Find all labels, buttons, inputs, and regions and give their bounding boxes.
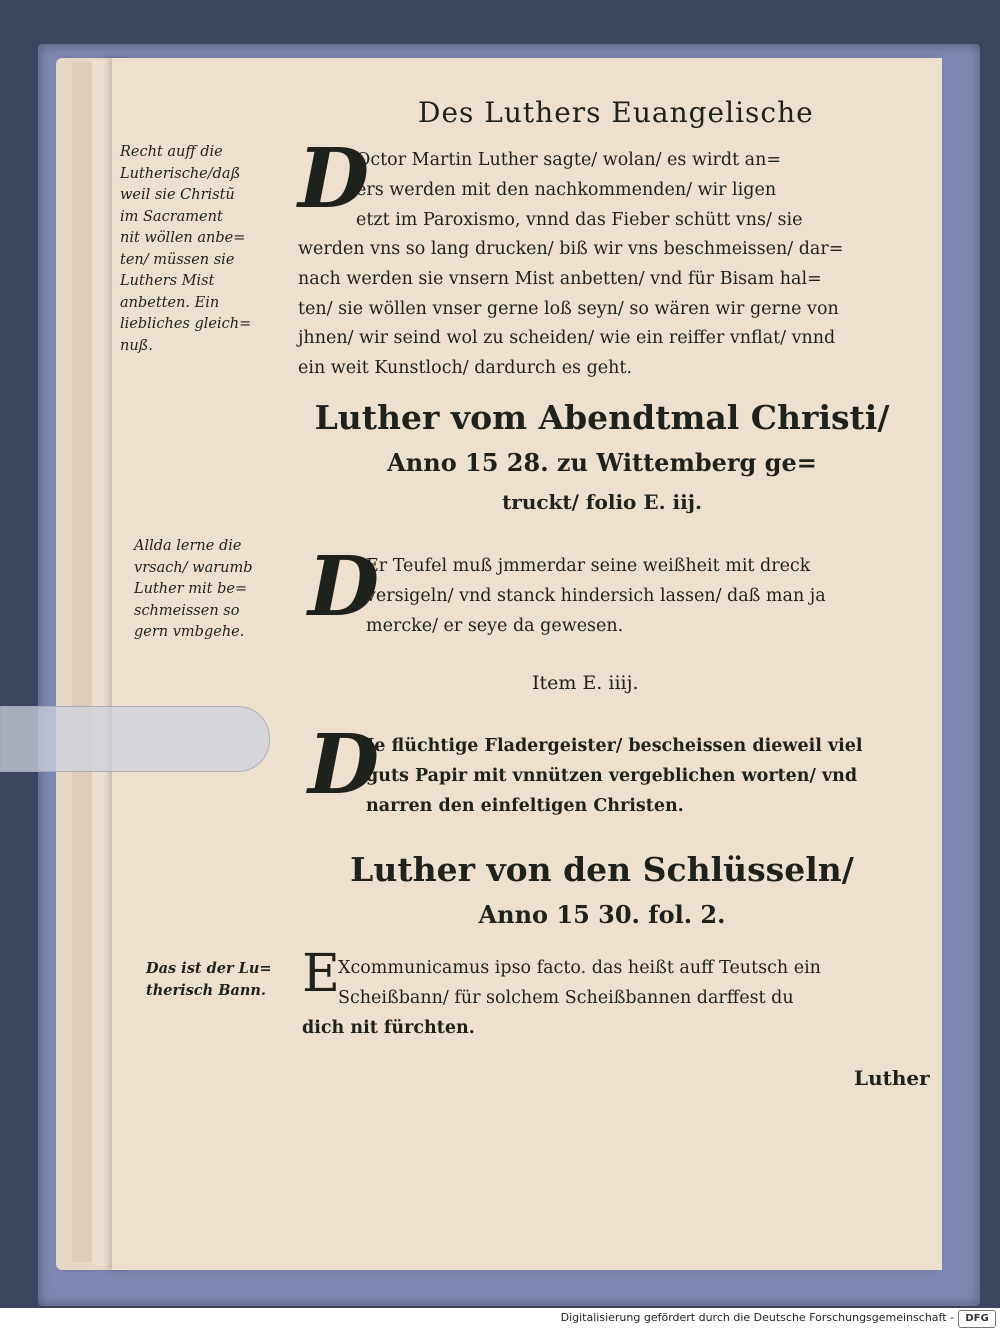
- text-line: nach werden sie vnsern Mist anbetten/ vnd für Bisam hal=: [298, 268, 822, 289]
- paragraph-continued: [298, 235, 938, 384]
- note-line: ten/ müssen sie: [120, 251, 235, 268]
- text-line: werden vns so lang drucken/ biß wir vns beschmeissen/ dar=: [298, 239, 844, 259]
- note-line: Allda lerne die: [134, 538, 242, 554]
- text-line: guts Papir mit vnnützen vergeblichen worten/ vnd: [366, 765, 858, 786]
- paragraph: [366, 732, 946, 821]
- note-line: gern vmbgehe.: [134, 624, 245, 640]
- running-title: Des Luthers Euangelische: [418, 96, 814, 129]
- heading-subline: Anno 15 28. zu Wittemberg ge=: [387, 448, 817, 477]
- drop-cap: D: [308, 539, 380, 635]
- text-line: versigeln/ vnd stanck hindersich lassen/ daß man ja: [366, 585, 826, 606]
- book-page: [112, 58, 942, 1270]
- page-marker-tab: [0, 706, 270, 772]
- text-line: narren den einfeltigen Christen.: [366, 795, 684, 816]
- text-line: jhnen/ wir seind wol zu scheiden/ wie ein reiffer vnflat/ vnnd: [298, 328, 836, 349]
- paragraph-continued: [302, 1014, 942, 1044]
- text-line: Scheißbann/ für solchem Scheißbannen darffest du: [338, 987, 794, 1008]
- text-line: ein weit Kunstloch/ dardurch es geht.: [298, 358, 633, 379]
- note-line: therisch Bann.: [146, 981, 266, 999]
- footer-credit: Digitalisierung gefördert durch die Deutsche Forschungsgemeinschaft -: [560, 1311, 954, 1324]
- heading-subline: truckt/ folio E. iij.: [502, 490, 702, 514]
- text-line: etzt im Paroxismo, vnnd das Fieber schütt vns/ sie: [356, 209, 803, 230]
- marginal-note: [120, 142, 270, 357]
- catchword: Luther: [854, 1066, 930, 1090]
- note-line: liebliches gleich=: [120, 316, 252, 332]
- drop-cap: D: [298, 131, 370, 227]
- note-line: anbetten. Ein: [120, 294, 220, 311]
- paragraph: [366, 552, 946, 641]
- note-line: im Sacrament: [120, 208, 223, 225]
- initial-letter: E: [302, 944, 340, 1004]
- note-line: nit wöllen anbe=: [120, 230, 246, 246]
- drop-cap: D: [308, 717, 380, 813]
- note-line: schmeissen so: [134, 602, 240, 619]
- text-line: dich nit fürchten.: [302, 1018, 475, 1038]
- heading-subline: Anno 15 30. fol. 2.: [478, 900, 726, 929]
- note-line: Luther mit be=: [134, 581, 248, 597]
- paragraph: [338, 954, 938, 1014]
- note-line: Das ist der Lu=: [146, 960, 272, 977]
- footer-bar: [0, 1308, 1000, 1329]
- text-line: ten/ sie wöllen vnser gerne loß seyn/ so wären wir gerne von: [298, 298, 839, 319]
- paragraph: [356, 146, 936, 235]
- marginal-note: [146, 958, 296, 1001]
- text-line: ers werden mit den nachkommenden/ wir ligen: [356, 179, 777, 200]
- note-line: weil sie Christũ: [120, 187, 235, 203]
- note-line: Recht auff die: [120, 144, 223, 160]
- text-line: Octor Martin Luther sagte/ wolan/ es wirdt an=: [356, 150, 782, 170]
- text-line: Er Teufel muß jmmerdar seine weißheit mit dreck: [366, 556, 811, 576]
- note-line: Lutherische/daß: [120, 165, 241, 182]
- marginal-note: [134, 536, 284, 644]
- section-heading: Luther vom Abendtmal Christi/: [314, 398, 890, 437]
- note-line: nuß.: [120, 337, 153, 354]
- note-line: Luthers Mist: [120, 273, 215, 289]
- text-line: mercke/ er seye da gewesen.: [366, 615, 624, 636]
- text-line: Xcommunicamus ipso facto. das heißt auff Teutsch ein: [338, 958, 821, 978]
- text-line: Je flüchtige Fladergeister/ bescheissen dieweil viel: [366, 736, 863, 756]
- section-heading: Luther von den Schlüsseln/: [350, 850, 854, 889]
- note-line: vrsach/ warumb: [134, 559, 253, 576]
- dfg-logo: DFG: [958, 1310, 996, 1328]
- item-reference: Item E. iiij.: [532, 672, 639, 694]
